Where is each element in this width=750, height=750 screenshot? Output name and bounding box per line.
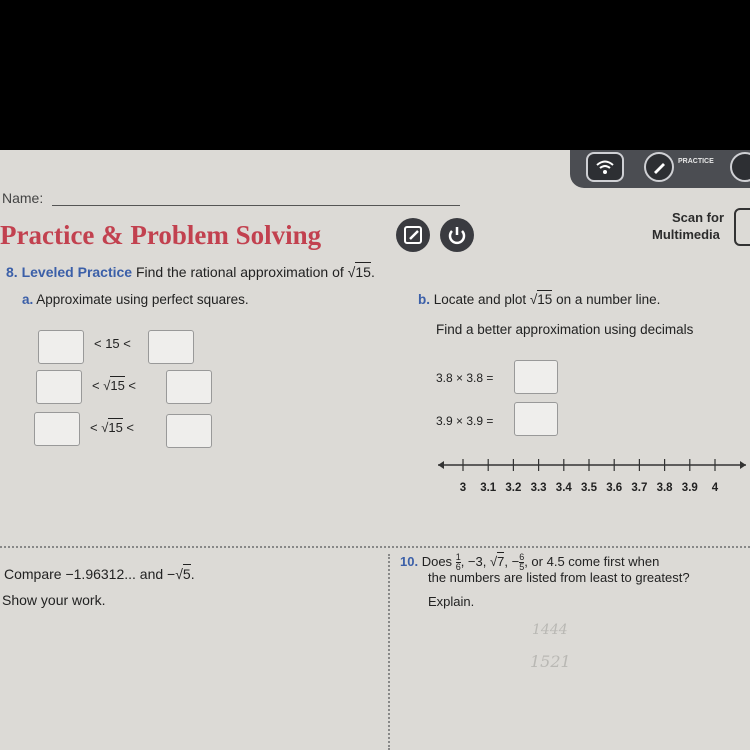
part-a-letter: a. — [22, 292, 34, 307]
part-a-heading — [22, 292, 249, 307]
leveled-practice-label: Leveled Practice — [21, 264, 133, 280]
part-b-text-before: Locate and plot — [433, 292, 527, 307]
part-b-subtext: Find a better approximation using decimals — [436, 322, 694, 337]
answer-box-a2-right[interactable] — [166, 370, 212, 404]
handwritten-note-2: 1521 — [530, 652, 571, 671]
practice-toolbar — [570, 150, 750, 188]
answer-box-b1[interactable] — [514, 360, 558, 394]
number-line-label: 3.1 — [480, 482, 497, 494]
fraction-six-fifths: $\frac{6}{5}$ — [519, 552, 525, 572]
q9-period: . — [190, 566, 195, 582]
pencil-icon[interactable] — [644, 152, 674, 182]
wifi-icon[interactable] — [586, 152, 624, 182]
answer-box-a3-right[interactable] — [166, 414, 212, 448]
number-line-label: 3.5 — [581, 482, 597, 494]
name-field-line[interactable] — [52, 205, 460, 206]
part-b-heading: b. Locate and plot √15 on a number line. — [418, 292, 661, 307]
number-line-label: 3.2 — [505, 482, 522, 494]
worksheet-page — [0, 150, 750, 750]
handwritten-note-1: 1444 — [532, 622, 568, 638]
calc-3.8: 3.8 × 3.8 = — [436, 371, 494, 385]
q8-radicand: 15 — [355, 264, 371, 280]
part-b-radicand: 15 — [537, 292, 553, 307]
number-line[interactable] — [434, 450, 750, 500]
row3-lt: < — [90, 420, 98, 435]
fraction-one-sixth: $\frac{1}{6}$ — [455, 552, 461, 572]
answer-box-a1-right[interactable] — [148, 330, 194, 364]
part-b-letter: b. — [418, 292, 430, 307]
number-line-label: 3.3 — [530, 482, 547, 494]
q10-part3: , − — [504, 553, 520, 569]
number-line-labels — [460, 482, 719, 494]
edit-button[interactable] — [396, 218, 430, 252]
number-line-label: 3 — [459, 482, 467, 494]
row2-lt: < — [92, 378, 100, 393]
q10-part4: , or 4.5 come first when — [524, 553, 660, 569]
q9-text: Compare −1.96312... and − — [4, 566, 176, 582]
q9-radicand: 5 — [182, 566, 191, 582]
part-a-text: Approximate using perfect squares. — [36, 292, 249, 307]
q9-line1: Compare −1.96312... and −√5. — [4, 566, 195, 582]
scan-icon[interactable] — [734, 208, 750, 246]
q10-line3: Explain. — [428, 594, 475, 609]
q8-number: 8. — [6, 264, 18, 280]
number-line-label: 4 — [711, 482, 719, 494]
q10-does: Does — [421, 553, 453, 569]
q9-line2: Show your work. — [2, 592, 106, 608]
number-line-label: 3.8 — [656, 482, 673, 494]
calc-3.9: 3.9 × 3.9 = — [436, 414, 494, 428]
page-title: Practice & Problem Solving — [0, 220, 322, 250]
row2-middle: < √15 < — [92, 378, 137, 393]
answer-box-a1-left[interactable] — [38, 330, 84, 364]
extra-tool-icon[interactable] — [730, 152, 750, 182]
row3-middle: < √15 < — [90, 420, 135, 435]
column-divider — [388, 554, 390, 750]
scan-label-line2: Multimedia — [652, 227, 720, 242]
practice-tab-label[interactable]: PRACTICE — [678, 158, 714, 165]
power-button[interactable] — [440, 218, 474, 252]
number-line-label: 3.4 — [555, 482, 572, 494]
answer-box-a3-left[interactable] — [34, 412, 80, 446]
q10-line1: 10. Does $\frac{1}{6}$ , −3, √7, − $\frac{6}{5}$ , or 4.5 come first when — [400, 552, 660, 572]
q10-line2: the numbers are listed from least to greatest? — [428, 570, 690, 585]
number-line-label: 3.7 — [631, 482, 648, 494]
part-b-text-after: on a number line. — [556, 292, 661, 307]
q8-period: . — [370, 264, 375, 280]
q8-prompt: 8. Leveled Practice Find the rational approximation of √15. — [6, 264, 375, 280]
row3-radicand: 15 — [108, 420, 123, 435]
name-label: Name: — [2, 190, 44, 206]
answer-box-b2[interactable] — [514, 402, 558, 436]
q10-part2: , −3, — [460, 553, 487, 569]
number-line-label: 3.9 — [681, 482, 698, 494]
q8-prompt-text: Find the rational approximation of — [135, 264, 344, 280]
q10-radicand: 7 — [497, 553, 505, 569]
row1-middle: < 15 < — [94, 336, 131, 351]
row2-radicand: 15 — [110, 378, 125, 393]
number-line-label: 3.6 — [606, 482, 623, 494]
q10-number: 10. — [400, 553, 419, 569]
section-divider — [0, 546, 750, 548]
answer-box-a2-left[interactable] — [36, 370, 82, 404]
scan-label-line1: Scan for — [672, 210, 725, 225]
